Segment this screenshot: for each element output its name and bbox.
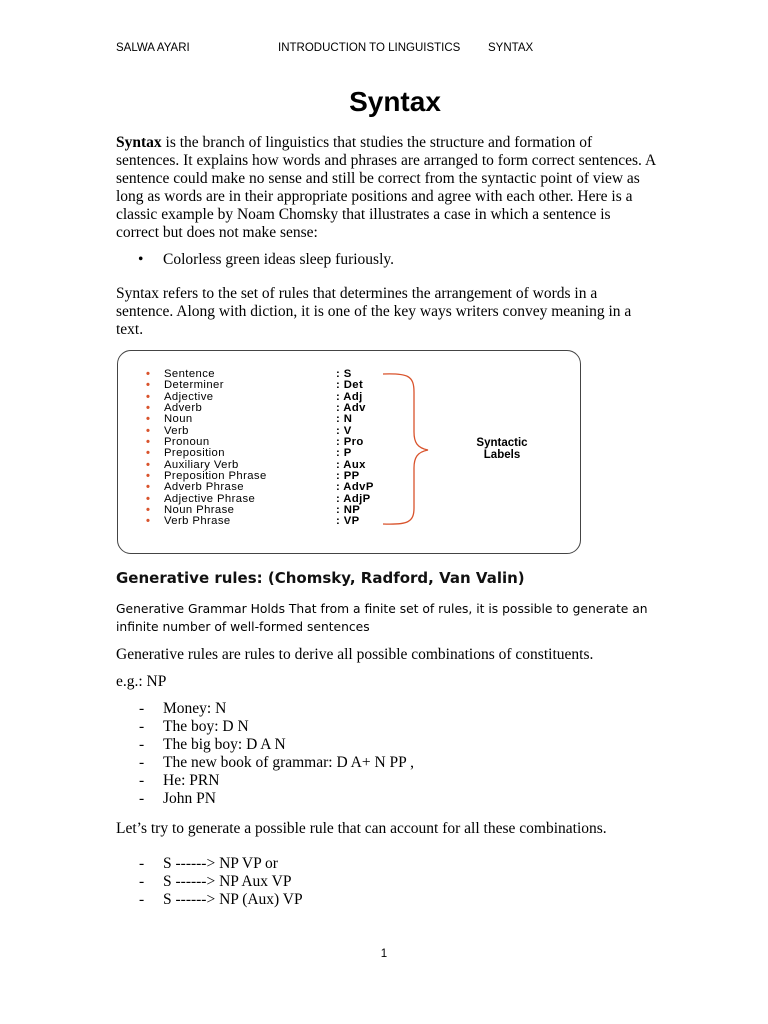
bullet-icon: • xyxy=(146,390,151,403)
bullet-icon: • xyxy=(146,402,151,415)
label-code: : VP xyxy=(336,515,360,528)
label-code: : Adv xyxy=(336,402,366,415)
label-name: Verb Phrase xyxy=(164,515,231,528)
curly-brace-icon xyxy=(380,370,470,530)
label-code: : Aux xyxy=(336,458,366,471)
intro-paragraph xyxy=(116,134,656,242)
syntax-rules-paragraph: Syntax refers to the set of rules that determines the arrangement of words in a sentence. Along with diction, it is one of the key ways writers convey meaning in a text. xyxy=(116,285,632,338)
label-code: : AdvP xyxy=(336,481,374,494)
rule-item: - S ------> NP (Aux) VP xyxy=(116,891,303,909)
rule-paragraph: Let’s try to generate a possible rule that can account for all these combinations. xyxy=(116,820,607,837)
bullet-icon: • xyxy=(146,470,151,483)
rules-list xyxy=(116,855,303,909)
example-list xyxy=(116,251,394,269)
label-name: Noun xyxy=(164,413,193,426)
intro-term: Syntax xyxy=(116,134,162,151)
header-course: INTRODUCTION TO LINGUISTICS xyxy=(278,42,461,54)
bullet-icon: • xyxy=(146,413,151,426)
generative-rules-paragraph: Generative rules are rules to derive all possible combinations of constituents. xyxy=(116,646,594,663)
np-example-item: - The boy: D N xyxy=(116,718,414,736)
header-author: SALWA AYARI xyxy=(116,42,190,54)
syntactic-labels-caption: Syntactic Labels xyxy=(476,437,528,461)
bullet-icon: • xyxy=(146,424,151,437)
label-code: : AdjP xyxy=(336,492,371,505)
bullet-icon: • xyxy=(146,492,151,505)
example-label: e.g.: NP xyxy=(116,673,167,690)
label-code: : PP xyxy=(336,470,360,483)
label-name: Auxiliary Verb xyxy=(164,458,239,471)
label-name: Verb xyxy=(164,424,189,437)
example-bullet: • Colorless green ideas sleep furiously. xyxy=(116,251,394,269)
header-topic: SYNTAX xyxy=(488,42,534,54)
bullet-icon: • xyxy=(146,368,151,380)
bullet-icon: • xyxy=(146,504,151,517)
label-code: : P xyxy=(336,447,352,460)
label-code: : Pro xyxy=(336,436,364,449)
label-name: Sentence xyxy=(164,368,215,380)
np-example-item: - The new book of grammar: D A+ N PP , xyxy=(116,754,414,772)
label-name: Adjective Phrase xyxy=(164,492,256,505)
page-title: Syntax xyxy=(349,86,441,117)
bullet-icon: • xyxy=(146,458,151,471)
label-name: Adjective xyxy=(164,390,214,403)
label-name: Adverb Phrase xyxy=(164,481,244,494)
intro-text: is the branch of linguistics that studies the structure and formation of sentences. It explains how words and phrases are arranged to form correct sentences. A sentence could make no sense and still be correct from the syntactic point of view as long as words are in their appropriate positions and agree with each other. Here is a classic example by Noam Chomsky that illustrates a case in which a sentence is correct but does not make sense: xyxy=(116,134,656,241)
generative-grammar-note: Generative Grammar Holds That from a finite set of rules, it is possible to generate an infinite number of well-formed sentences xyxy=(116,602,648,634)
page-number: 1 xyxy=(380,948,388,960)
label-code: : S xyxy=(336,368,352,380)
bullet-icon: • xyxy=(146,481,151,494)
np-examples-list xyxy=(116,700,414,808)
label-code: : Det xyxy=(336,379,364,392)
np-example-item: - Money: N xyxy=(116,700,414,718)
rule-item: - S ------> NP Aux VP xyxy=(116,873,303,891)
bullet-icon: • xyxy=(146,515,151,528)
rule-item: - S ------> NP VP or xyxy=(116,855,303,873)
label-name: Preposition xyxy=(164,447,225,460)
bullet-icon: • xyxy=(146,379,151,392)
label-name: Preposition Phrase xyxy=(164,470,267,483)
label-name: Pronoun xyxy=(164,436,210,449)
label-code: : Adj xyxy=(336,390,363,403)
np-example-item: - He: PRN xyxy=(116,772,414,790)
bullet-icon: • xyxy=(146,447,151,460)
label-name: Adverb xyxy=(164,402,203,415)
label-code: : N xyxy=(336,413,353,426)
label-name: Determiner xyxy=(164,379,224,392)
np-example-item: - John PN xyxy=(116,790,414,808)
bullet-icon: • xyxy=(146,436,151,449)
np-example-item: - The big boy: D A N xyxy=(116,736,414,754)
generative-rules-heading: Generative rules: (Chomsky, Radford, Van Valin) xyxy=(116,569,525,587)
label-name: Noun Phrase xyxy=(164,504,235,517)
label-code: : NP xyxy=(336,504,361,517)
label-code: : V xyxy=(336,424,352,437)
